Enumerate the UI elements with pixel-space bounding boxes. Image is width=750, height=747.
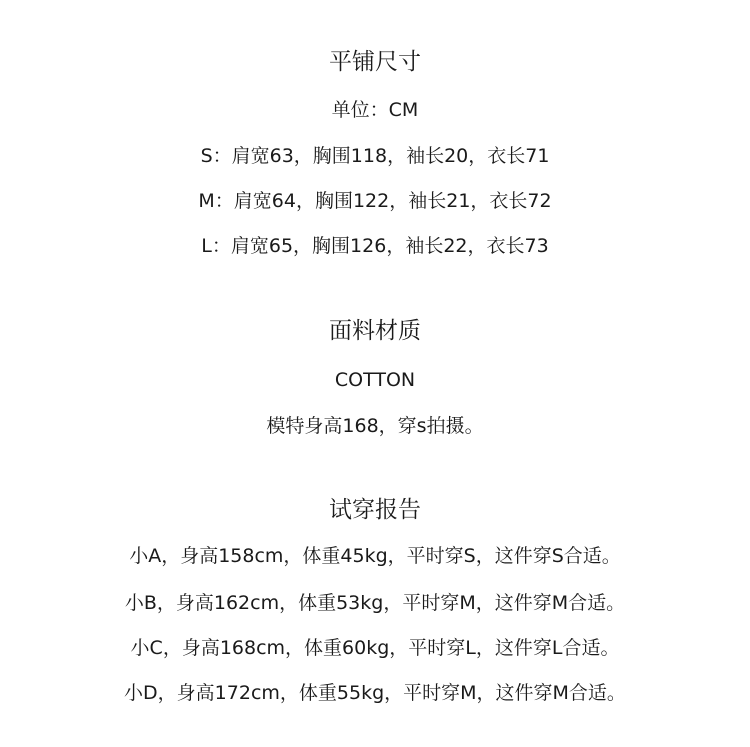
material-section-title: 面料材质	[329, 318, 421, 344]
material-value: COTTON	[334, 369, 416, 391]
fit-report-title: 试穿报告	[329, 497, 421, 523]
fit-report-item-a: 小A，身高158cm，体重45kg，平时穿S，这件穿S合适。	[129, 545, 621, 567]
size-section-title: 平铺尺寸	[329, 49, 421, 75]
size-row-s: S：肩宽63，胸围118，袖长20，衣长71	[200, 145, 550, 167]
size-row-l: L：肩宽65，胸围126，袖长22，衣长73	[201, 235, 549, 257]
size-unit-label: 单位：CM	[331, 99, 419, 121]
model-note: 模特身高168，穿s拍摄。	[266, 415, 484, 437]
fit-report-item-b: 小B，身高162cm，体重53kg，平时穿M，这件穿M合适。	[124, 592, 626, 614]
fit-report-item-c: 小C，身高168cm，体重60kg，平时穿L，这件穿L合适。	[130, 637, 620, 659]
size-row-m: M：肩宽64，胸围122，袖长21，衣长72	[198, 190, 552, 212]
fit-report-item-d: 小D，身高172cm，体重55kg，平时穿M，这件穿M合适。	[124, 682, 626, 704]
